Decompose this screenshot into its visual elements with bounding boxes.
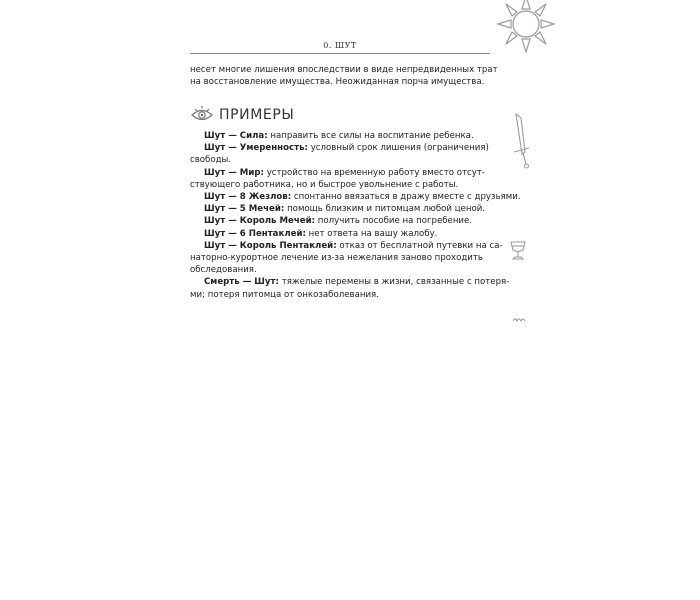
- example-text: ми; потеря питомца от онкозаболевания.: [190, 289, 379, 300]
- example-text: тяжелые перемены в жизни, связанные с потеря-: [281, 277, 510, 288]
- eye-icon: [190, 105, 214, 125]
- example-combo: Шут — Сила:: [204, 131, 268, 141]
- example-item: [190, 191, 521, 203]
- examples-list: [190, 130, 521, 301]
- example-text: свободы.: [190, 155, 232, 166]
- example-text: наторно-курортное лечение из-за нежелания заново проходить: [190, 253, 483, 264]
- example-combo: Шут — 5 Мечей:: [204, 204, 285, 215]
- example-combo: Шут — Король Мечей:: [204, 216, 316, 227]
- example-item: [190, 240, 503, 277]
- example-item: [190, 228, 490, 240]
- example-item: [190, 203, 490, 215]
- example-combo: Шут — 8 Жезлов:: [204, 192, 292, 203]
- example-item: [190, 215, 490, 227]
- example-combo: Шут — Умеренность:: [204, 143, 308, 154]
- cup-icon: [508, 240, 528, 262]
- intro-paragraph: [190, 64, 498, 88]
- example-combo: Шут — Король Пентаклей:: [204, 240, 337, 251]
- example-text: спонтанно ввязаться в дражу вместе с друзьями.: [293, 192, 521, 203]
- running-head: 0. ШУТ: [323, 41, 357, 50]
- section-heading: [190, 104, 294, 126]
- example-text: нет ответа на вашу жалобу.: [308, 228, 438, 239]
- example-combo: Шут — Мир:: [204, 167, 264, 178]
- example-text: обследования.: [190, 265, 257, 276]
- example-text: устройство на временную работу вместо отсут-: [266, 167, 485, 178]
- example-text: условный срок лишения (ограничения): [310, 143, 489, 154]
- example-text: получить пособие на погребение.: [317, 216, 473, 227]
- section-title: ПРИМЕРЫ: [219, 107, 295, 123]
- intro-line: на восстановление имущества. Неожиданная порча имущества.: [190, 77, 485, 88]
- intro-line: несет многие лишения впоследствии в виде непредвиденных трат: [190, 65, 498, 75]
- example-combo: Шут — 6 Пентаклей:: [204, 228, 306, 239]
- example-text: направить все силы на воспитание ребенка.: [270, 131, 474, 141]
- wand-icon: [512, 315, 526, 325]
- example-item: [190, 130, 490, 142]
- sun-icon: [494, 0, 558, 62]
- example-combo: Смерть — Шут:: [204, 277, 279, 288]
- example-item: [190, 142, 490, 166]
- example-text: отказ от бесплатной путевки на са-: [339, 240, 503, 251]
- example-text: ствующего работника, но и быстрое увольнение с работы.: [190, 179, 459, 190]
- sword-icon: [508, 112, 532, 170]
- example-text: помощь близким и питомцам любой ценой.: [287, 204, 486, 215]
- header-rule: [190, 53, 490, 54]
- example-item: [190, 167, 490, 191]
- example-item: [190, 276, 510, 300]
